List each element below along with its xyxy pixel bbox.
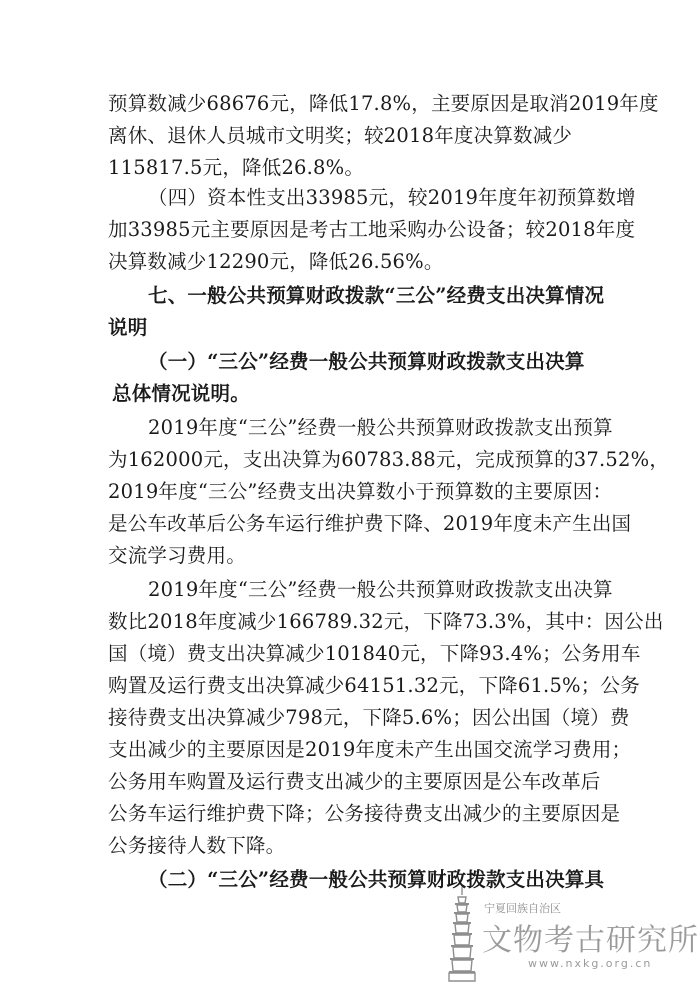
- watermark-url: www.nxkg.org.cn: [528, 957, 653, 970]
- text-line: 预算数减少68676元，降低17.8%，主要原因是取消2019年度: [108, 92, 659, 115]
- text-line: 2019年度“三公”经费一般公共预算财政拨款支出预算: [148, 416, 613, 439]
- text-line: 115817.5元，降低26.8%。: [108, 156, 365, 179]
- text-line: 支出减少的主要原因是2019年度未产生出国交流学习费用；: [108, 738, 632, 761]
- watermark-org-small: 宁夏回族自治区: [484, 902, 561, 915]
- text-line: 公务接待人数下降。: [108, 834, 286, 857]
- subsection-heading: 总体情况说明。: [112, 382, 250, 405]
- section-heading: 说明: [108, 316, 148, 339]
- text-line: 国（境）费支出决算减少101840元，下降93.4%；公务用车: [108, 642, 641, 665]
- text-line: 接待费支出决算减少798元，下降5.6%；因公出国（境）费: [108, 706, 630, 729]
- text-line: 购置及运行费支出决算减少64151.32元，下降61.5%；公务: [108, 674, 640, 697]
- subsection-heading: （二）“三公”经费一般公共预算财政拨款支出决算具: [148, 868, 605, 891]
- text-line: 决算数减少12290元，降低26.56%。: [108, 250, 444, 273]
- text-line: 离休、退休人员城市文明奖；较2018年度决算数减少: [108, 124, 573, 147]
- text-line: （四）资本性支出33985元，较2019年度年初预算数增: [148, 186, 636, 209]
- watermark-org-name: 文物考古研究所: [482, 923, 699, 958]
- subsection-heading: （一）“三公”经费一般公共预算财政拨款支出决算: [148, 350, 585, 373]
- watermark-logo: [440, 885, 699, 985]
- text-line: 加33985元主要原因是考古工地采购办公设备；较2018年度: [108, 218, 636, 241]
- text-line: 公务车运行维护费下降；公务接待费支出减少的主要原因是: [108, 802, 621, 825]
- text-line: 为162000元，支出决算为60783.88元，完成预算的37.52%，: [108, 448, 670, 471]
- section-heading: 七、一般公共预算财政拨款“三公”经费支出决算情况: [148, 284, 605, 307]
- text-line: 数比2018年度减少166789.32元，下降73.3%，其中：因公出: [108, 610, 664, 633]
- text-line: 2019年度“三公”经费支出决算数小于预算数的主要原因：: [108, 480, 613, 503]
- pagoda-icon: [444, 885, 480, 985]
- text-line: 公务用车购置及运行费支出减少的主要原因是公车改革后: [108, 770, 601, 793]
- text-line: 是公车改革后公务车运行维护费下降、2019年度未产生出国: [108, 512, 632, 535]
- text-line: 2019年度“三公”经费一般公共预算财政拨款支出决算: [148, 578, 613, 601]
- text-line: 交流学习费用。: [108, 544, 246, 567]
